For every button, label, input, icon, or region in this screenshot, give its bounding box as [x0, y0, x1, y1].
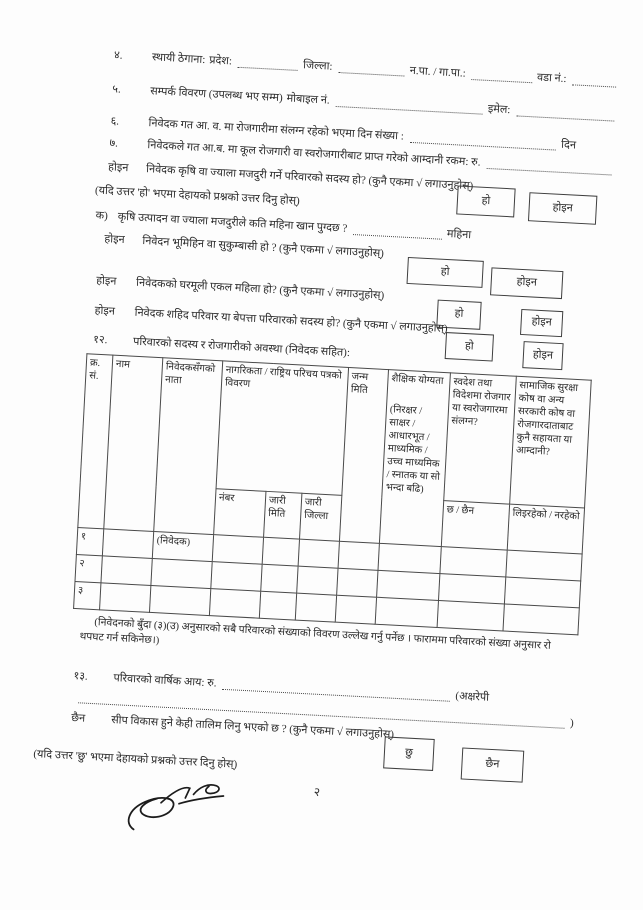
- col-social-support: सामाजिक सुरक्षा कोष वा अन्य सरकारी कोष वा रोजगारदाताबाट कुनै सहायता या आम्दानी?: [510, 376, 592, 508]
- row1-education-cell[interactable]: [378, 543, 441, 573]
- family-members-table: [73, 353, 592, 635]
- sub-question-letter: क): [95, 209, 109, 223]
- col-social-options: लिइरहेको / नरहेको: [507, 504, 584, 554]
- col-employment: स्वदेश तथा विदेशमा रोजगार या स्वरोजगारमा संलग्न?: [444, 373, 517, 504]
- district-field[interactable]: [338, 61, 405, 76]
- row3-education-cell[interactable]: [375, 597, 438, 627]
- question-5-label: सम्पर्क विवरण (उपलब्ध भए सम्म): [149, 85, 283, 105]
- row2-issue-district-cell[interactable]: [297, 566, 338, 595]
- ward-no-field[interactable]: [572, 73, 617, 87]
- row1-relation-cell[interactable]: (निवेदक): [152, 532, 213, 562]
- q8-yes-label: हो: [481, 194, 491, 207]
- district-label: जिल्ला:: [302, 59, 333, 73]
- ward-no-label: वडा नं.:: [536, 71, 567, 86]
- question-10-row: [96, 275, 389, 304]
- question-4-label: स्थायी ठेगाना:: [151, 51, 206, 67]
- col-name: नाम: [104, 355, 163, 531]
- question-14-note-text: (यदि उत्तर 'छु' भएमा देहायको प्रश्नको उत्तर दिनु होस्): [33, 748, 238, 771]
- col-employment-options: छ / छैन: [441, 501, 509, 550]
- q8-no-label: होइन: [552, 201, 574, 215]
- row2-employment-cell[interactable]: [439, 574, 506, 604]
- question-5-row: [112, 83, 620, 124]
- q10-yes-label: हो: [454, 307, 464, 321]
- q8-no-checkbox[interactable]: [528, 192, 597, 225]
- question-8-note: [95, 184, 304, 209]
- q14-yes-label: छु: [404, 746, 414, 760]
- q11-no-checkbox[interactable]: [522, 341, 563, 370]
- question-number: होइन: [107, 161, 129, 175]
- row2-issue-date-cell[interactable]: [261, 564, 298, 593]
- row3-relation-cell[interactable]: [149, 585, 210, 615]
- q11-yes-checkbox[interactable]: [445, 332, 494, 361]
- row2-dob-cell[interactable]: [337, 568, 378, 597]
- question-11-row: [94, 305, 452, 337]
- municipality-field[interactable]: [471, 68, 532, 83]
- q10-no-checkbox[interactable]: [520, 309, 563, 337]
- row2-social-cell[interactable]: [504, 577, 580, 608]
- row3-dob-cell[interactable]: [335, 595, 376, 624]
- col-citizenship-group: नागरिकता / राष्ट्रिय परिचय पत्रको विवरण: [216, 361, 349, 495]
- question-4-row: [114, 49, 622, 90]
- col-relation: निवेदकसँगको नाता: [154, 358, 223, 535]
- question-number: होइन: [104, 233, 125, 247]
- municipality-label: न.पा. / गा.पा.:: [409, 65, 467, 80]
- question-14-note: [33, 748, 241, 773]
- q8-yes-checkbox[interactable]: [456, 185, 515, 217]
- row1-issue-date-cell[interactable]: [262, 537, 299, 566]
- row1-social-cell[interactable]: [506, 550, 582, 581]
- close-paren: ): [569, 717, 575, 730]
- question-number: १३.: [73, 670, 89, 684]
- days-field[interactable]: [410, 131, 557, 151]
- question-14-label: सीप विकास हुने केही तालिम लिनु भएको छ ? (कुनै एकमा √ लगाउनुहोस्): [110, 714, 395, 741]
- signature-scribble: [118, 771, 242, 862]
- question-13-label: परिवारको वार्षिक आय: रु.: [113, 672, 217, 690]
- row1-id-cell[interactable]: [212, 535, 263, 565]
- page-number: २: [313, 784, 321, 800]
- q11-yes-label: हो: [464, 339, 475, 353]
- question-8-label: निवेदक कृषि वा ज्याला मजदुरी गर्ने परिवारको सदस्य हो? (कुनै एकमा √ लगाउनुहोस्): [145, 163, 474, 193]
- question-number: ५.: [111, 83, 122, 96]
- row2-education-cell[interactable]: [377, 570, 440, 600]
- row3-id-cell[interactable]: [209, 589, 260, 619]
- q14-no-label: छैन: [485, 757, 500, 771]
- q11-no-label: होइन: [532, 348, 554, 362]
- row1-serial: १: [76, 528, 103, 556]
- question-12-label: परिवारको सदस्य र रोजगारीको अवस्था (निवेदक सहित):: [132, 335, 351, 360]
- income-amount-field[interactable]: [486, 157, 612, 176]
- annual-income-field[interactable]: [222, 678, 451, 702]
- row1-dob-cell[interactable]: [338, 541, 379, 570]
- q10-no-label: होइन: [531, 315, 553, 329]
- row2-relation-cell[interactable]: [151, 558, 212, 588]
- q14-yes-checkbox[interactable]: [383, 736, 435, 771]
- question-number: छैन: [71, 711, 86, 725]
- mobile-no-field[interactable]: [335, 95, 483, 115]
- q9-yes-checkbox[interactable]: [407, 257, 484, 288]
- email-field[interactable]: [516, 104, 615, 121]
- province-label: प्रदेश:: [208, 54, 233, 68]
- days-unit-label: दिन: [560, 139, 577, 152]
- question-number: ४.: [113, 49, 123, 62]
- row1-issue-district-cell[interactable]: [298, 539, 339, 568]
- col-education: [379, 370, 450, 547]
- q9-no-checkbox[interactable]: [490, 267, 563, 299]
- question-number: १२.: [92, 333, 108, 347]
- question-6-label: निवेदक गत आ. व. मा रोजगारीमा संलग्न रहेको भएमा दिन संख्या :: [148, 117, 405, 143]
- question-number: होइन: [95, 274, 117, 288]
- row3-social-cell[interactable]: [503, 604, 579, 635]
- question-number: ७.: [109, 137, 119, 150]
- months-field[interactable]: [353, 223, 442, 240]
- months-unit-label: महिना: [446, 228, 472, 242]
- row1-name-cell[interactable]: [102, 529, 153, 559]
- question-number: होइन: [94, 304, 116, 318]
- in-words-label: (अक्षरेपी: [455, 690, 490, 705]
- question-number: ६.: [110, 115, 120, 128]
- row2-id-cell[interactable]: [211, 562, 262, 592]
- email-label: इमेल:: [487, 103, 511, 117]
- row3-issue-date-cell[interactable]: [259, 591, 296, 620]
- q9-yes-label: हो: [440, 265, 450, 278]
- row2-serial: २: [75, 555, 102, 583]
- col-education-title: शैक्षिक योग्यता: [391, 373, 444, 387]
- question-7-label: निवेदकले गत आ.ब. मा कूल रोजगारी वा स्वरोजगारीबाट प्राप्त गरेको आम्दानी रकम: रु.: [147, 139, 481, 169]
- col-education-note: (निरक्षर / साक्षर / आधारभूत / माध्यमिक / उच्च माध्यमिक / स्नातक या सो भन्दा बढि): [385, 404, 441, 496]
- question-9-label: निवेदन भूमिहिन वा सुकुम्बासी हो ? (कुनै एकमा √ लगाउनुहोस्): [142, 235, 385, 260]
- row3-issue-district-cell[interactable]: [295, 593, 336, 622]
- row3-name-cell[interactable]: [100, 583, 151, 613]
- question-8-note-text: (यदि उत्तर 'हो' भएमा देहायको प्रश्नको उत्तर दिनु होस्): [94, 184, 301, 208]
- col-serial-no: क्र. सं.: [78, 354, 113, 529]
- row3-employment-cell[interactable]: [437, 601, 504, 631]
- province-field[interactable]: [238, 56, 299, 71]
- q9-no-label: होइन: [516, 275, 538, 289]
- question-11-label: निवेदक शहिद परिवार या बेपत्ता परिवारको सदस्य हो? (कुनै एकमा √ लगाउनुहोस्): [134, 306, 448, 336]
- row1-employment-cell[interactable]: [440, 547, 507, 577]
- question-10-label: निवेदकको घरमूली एकल महिला हो? (कुनै एकमा √ लगाउनुहोस्): [135, 276, 385, 302]
- table-note: (निवेदनको बुँदा (३)(उ) अनुसारको सबै परिवारको संख्याको विवरण उल्लेख गर्नु पर्नेछ । फाराममा परिवारको संख्या अनुसार रो थपघट गर्न सकिनेछ।): [79, 617, 551, 652]
- row2-name-cell[interactable]: [101, 556, 152, 586]
- col-dob: जन्म मिति: [339, 367, 388, 543]
- question-8a-label: कृषि उत्पादन वा ज्याला मजदुरीले कति महिना खान पुग्दछ ?: [117, 210, 348, 235]
- q14-no-checkbox[interactable]: [461, 747, 525, 782]
- col-issue-district: जारी जिल्ला: [300, 493, 342, 541]
- col-issue-date: जारी मिति: [264, 491, 302, 539]
- col-id-number: नंबर: [214, 489, 266, 538]
- row3-serial: ३: [74, 581, 101, 609]
- question-9-row: [104, 233, 388, 262]
- scanned-form-page: [0, 16, 627, 907]
- mobile-no-label: मोबाइल नं.: [286, 92, 330, 107]
